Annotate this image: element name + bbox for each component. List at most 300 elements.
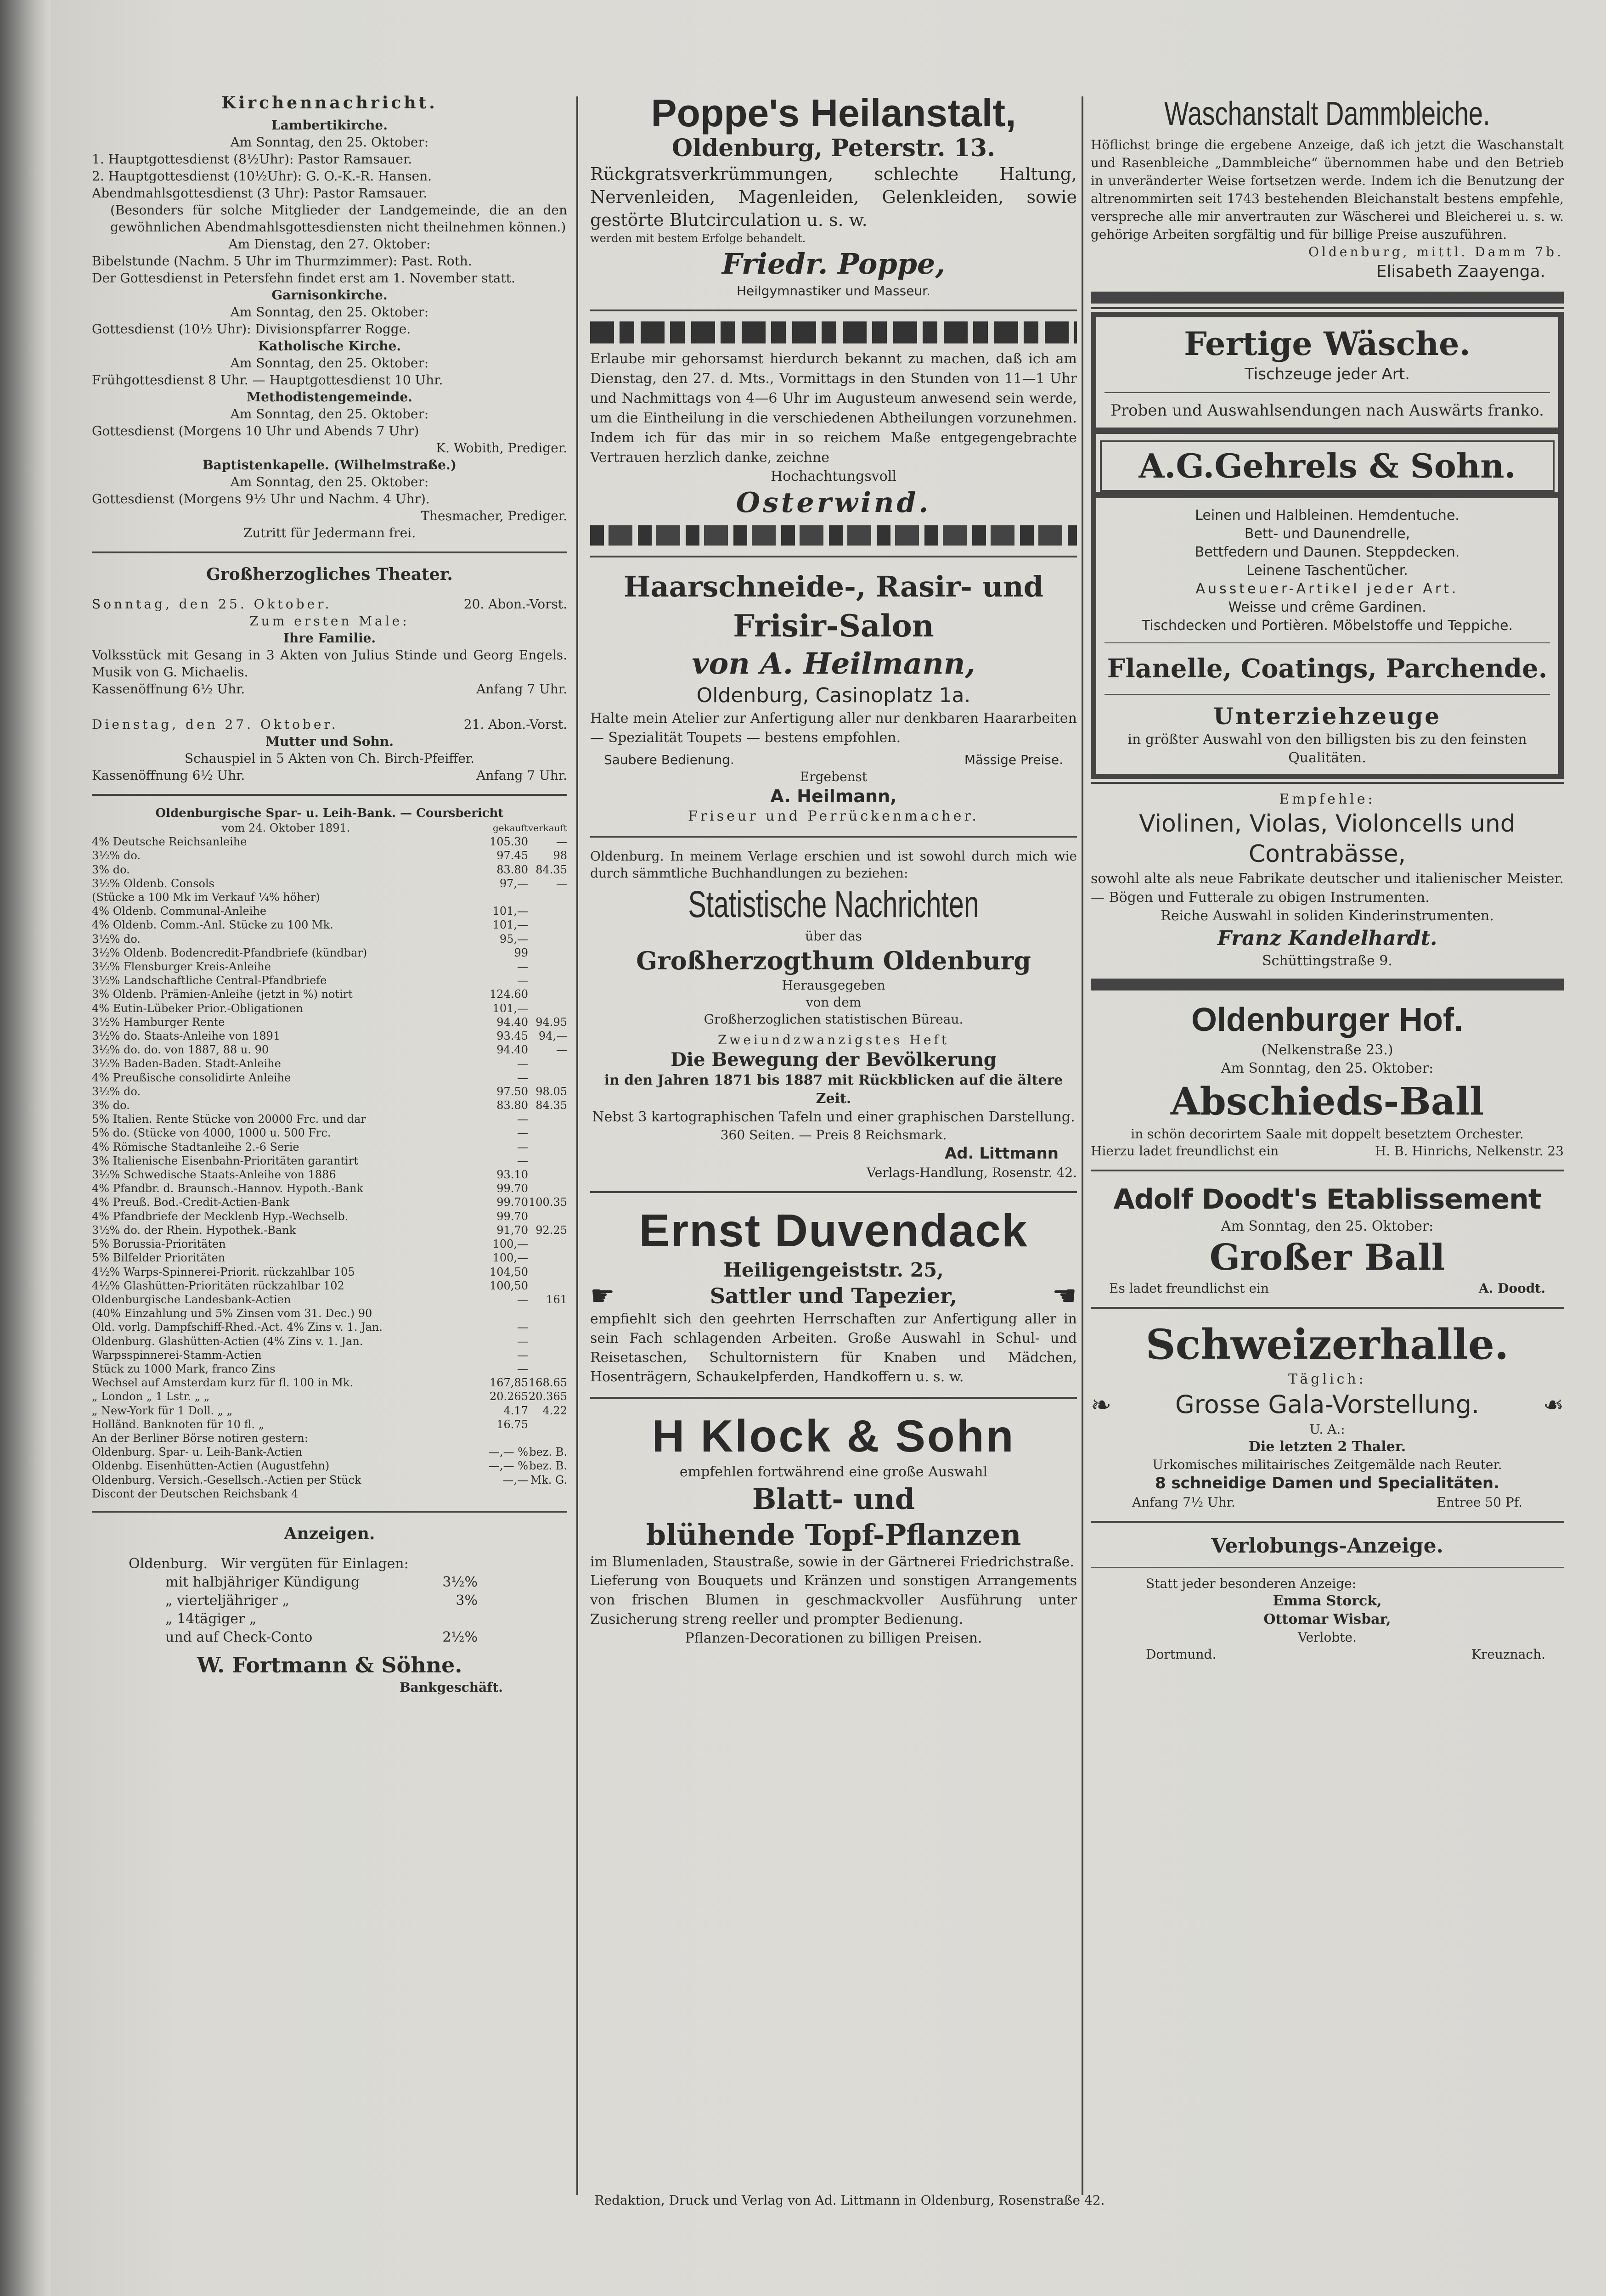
baptist-date: Am Sonntag, den 25. Oktober:	[230, 474, 429, 490]
rate-name: 3½% Flensburger Kreis-Anleihe	[92, 960, 271, 974]
garnison-heading: Garnisonkirche.	[271, 287, 388, 303]
stat-over: über das	[805, 929, 862, 944]
rate-name: An der Berliner Börse notiren gestern:	[92, 1431, 308, 1445]
rate-bought: —	[517, 1334, 528, 1348]
rate-bought: —	[517, 960, 528, 974]
rate-sold: 20.365	[529, 1390, 567, 1403]
catholic-heading: Katholische Kirche.	[258, 338, 401, 354]
rate-row	[92, 960, 567, 974]
rate-bought: —	[517, 1348, 528, 1362]
rate-row	[92, 1195, 567, 1209]
poppe-treatments: Rückgratsverkrümmungen, schlechte Haltung, Nervenleiden, Magenleiden, Gelenkleiden, sowie gestörte Blutcirculation u. s. w.	[590, 164, 1077, 230]
rate-sold	[528, 1112, 567, 1126]
rate-sold: 4.22	[542, 1404, 567, 1417]
rate-row	[92, 1306, 567, 1320]
lamberti-communion: Abendmahlsgottesdienst (3 Uhr): Pastor Ramsauer.	[92, 186, 428, 201]
engagement-title: Verlobungs-Anzeige.	[1211, 1534, 1443, 1558]
rate-name: 4% Römische Stadtanleihe 2.-6 Serie	[92, 1140, 299, 1154]
rate-sold: bez. B.	[529, 1446, 567, 1459]
rate-row	[92, 1445, 567, 1459]
gehrels-item-3: Bettfedern und Daunen. Steppdecken.	[1195, 544, 1460, 560]
theater-date-2: Dienstag, den 27. Oktober.	[92, 717, 338, 732]
rate-bought: 97.45	[496, 849, 528, 862]
schweiz-ladies: 8 schneidige Damen und Specialitäten.	[1155, 1474, 1500, 1492]
doodt-ad	[1091, 1182, 1564, 1297]
klock-title: H Klock & Sohn	[652, 1411, 1015, 1461]
rate-name: 4% Preußische consolidirte Anleihe	[92, 1071, 291, 1084]
rate-sold	[528, 1057, 567, 1070]
rate-sold	[528, 1154, 567, 1168]
rate-bought: —	[517, 1154, 528, 1167]
church-notices	[92, 92, 567, 541]
rate-name: 4½% Warps-Spinnerei-Priorit. rückzahlbar 105	[92, 1265, 355, 1278]
rate-bought: 94.40	[496, 1015, 528, 1029]
lamberti-service-1: 1. Hauptgottesdienst (8½Uhr): Pastor Ramsauer.	[92, 152, 412, 167]
stat-intro: Oldenburg. In meinem Verlage erschien und ist sowohl durch mich wie durch sämmtliche Buchhandlungen zu beziehen:	[590, 849, 1077, 881]
gehrels-item-4: Leinene Taschentücher.	[1246, 563, 1408, 579]
rate-row	[92, 1168, 567, 1182]
rate-name: 4½% Glashütten-Prioritäten rückzahlbar 102	[92, 1279, 344, 1292]
salon-text: Halte mein Atelier zur Anfertigung aller nur denkbaren Haararbeiten — Spezialität Toupets — bestens empfohlen.	[590, 710, 1077, 746]
rate-name: 3½% do. der Rhein. Hypothek.-Bank	[92, 1223, 296, 1237]
rate-row	[92, 1002, 567, 1015]
savings-firm: W. Fortmann & Söhne.	[197, 1652, 462, 1677]
baptist-heading: Baptistenkapelle. (Wilhelmstraße.)	[203, 457, 456, 473]
poppe-ad	[590, 92, 1077, 299]
gehrels-firm: A.G.Gehrels & Sohn.	[1100, 440, 1555, 492]
ornament-right-icon: ❧	[1543, 1390, 1564, 1419]
theater-play-1: Ihre Familie.	[283, 630, 376, 646]
rate-bought: —,—	[502, 1473, 528, 1486]
rate-row	[92, 987, 567, 1001]
gehrels-table-linen: Tischzeuge jeder Art.	[1245, 365, 1410, 383]
rate-sold	[528, 890, 567, 904]
rate-name: 3% do.	[92, 863, 130, 876]
rate-bought: 95,—	[499, 932, 528, 945]
rate-row	[92, 1376, 567, 1390]
rate-bought: 99.70	[496, 1182, 528, 1195]
savings-rate-4-label: und auf Check-Conto	[165, 1629, 313, 1645]
rate-name: 3½% do.	[92, 1085, 141, 1098]
divider	[1104, 642, 1550, 643]
klock-shop: im Blumenladen, Staustraße, sowie in der Gärtnerei Friedrichstraße.	[590, 1554, 1074, 1570]
rate-row	[92, 932, 567, 946]
rate-name: 4% Oldenb. Comm.-Anl. Stücke zu 100 Mk.	[92, 918, 333, 932]
stat-duchy: Großherzogthum Oldenburg	[636, 946, 1031, 975]
kandelhardt-ad	[1091, 790, 1564, 970]
kandel-children: Reiche Auswahl in soliden Kinderinstrumenten.	[1161, 908, 1494, 924]
rate-row	[92, 890, 567, 904]
rate-bought: 101,—	[492, 918, 528, 932]
schweiz-ua: U. A.:	[1309, 1422, 1345, 1437]
rate-row	[92, 1154, 567, 1168]
osterwind-text: Erlaube mir gehorsamst hierdurch bekannt zu machen, daß ich am Dienstag, den 27. d. Mts., Vormittags in den Stunden von 11—1 Uhr und Nachmittags von 4—6 Uhr im Augusteum anwesend sein werde, um die Eintheilung in die verschiedenen Abtheilungen vorzunehmen. Indem ich für das mir in so reichem Maße entgegengebrachte Vertrauen herzlich danke, zeichne	[590, 351, 1077, 466]
column-2	[590, 92, 1077, 2213]
rate-name: 3½% Baden-Baden. Stadt-Anleihe	[92, 1057, 281, 1070]
rate-bought: 167,85	[490, 1376, 528, 1390]
rate-bought: —	[517, 1293, 528, 1306]
rate-bought: —,— %	[488, 1446, 528, 1459]
divider	[1091, 979, 1564, 990]
rate-sold	[528, 1334, 567, 1348]
gehrels-quality: in größter Auswahl von den billigsten bis zu den feinsten Qualitäten.	[1127, 732, 1527, 766]
rate-sold	[528, 1182, 567, 1195]
rate-bought: 99.70	[496, 1196, 528, 1209]
hof-date: Am Sonntag, den 25. Oktober:	[1221, 1060, 1434, 1076]
rate-bought: 83.80	[496, 1099, 528, 1112]
rate-bought: 93.45	[496, 1030, 528, 1043]
rate-sold: bez. B.	[529, 1459, 567, 1473]
gehrels-flannel: Flanelle, Coatings, Parchende.	[1107, 653, 1548, 684]
baptist-service: Gottesdienst (Morgens 9½ Uhr und Nachm. 4 Uhr).	[92, 491, 430, 506]
rate-row	[92, 1140, 567, 1154]
theater-desc-1: Volksstück mit Gesang in 3 Akten von Julius Stinde und Georg Engels. Musik von G. Michaelis.	[92, 647, 567, 680]
rate-row	[92, 1265, 567, 1279]
rate-name: 3½% do. do. von 1887, 88 u. 90	[92, 1043, 269, 1057]
church-title: Kirchennachricht.	[221, 93, 438, 113]
rate-bought: —,— %	[488, 1459, 528, 1473]
rate-name: 4% Pfandbriefe der Mecklenb Hyp.-Wechselb.	[92, 1210, 349, 1223]
stat-publisher: Ad. Littmann	[944, 1144, 1059, 1163]
rate-sold: —	[556, 1043, 567, 1057]
rate-sold	[528, 904, 567, 918]
rate-bought: 100,50	[490, 1279, 528, 1292]
gehrels-headline: Fertige Wäsche.	[1184, 325, 1471, 363]
rate-sold: 92.25	[535, 1223, 567, 1237]
doodt-title: Adolf Doodt's Etablissement	[1113, 1183, 1541, 1216]
waschanstalt-ad	[1091, 92, 1564, 283]
rate-bought: —	[517, 1362, 528, 1375]
divider	[590, 1191, 1077, 1193]
rate-sold	[528, 1071, 567, 1085]
rate-row	[92, 918, 567, 932]
rate-name: 4% Eutin-Lübeker Prior.-Obligationen	[92, 1002, 303, 1015]
salon-role: Friseur und Perrückenmacher.	[688, 808, 979, 824]
stat-maps: Nebst 3 kartographischen Tafeln und einer graphischen Darstellung.	[592, 1109, 1075, 1125]
gehrels-underwear: Unterziehzeuge	[1213, 703, 1442, 730]
rate-row	[92, 1251, 567, 1265]
theater-start-1: Anfang 7 Uhr.	[476, 681, 567, 697]
pointing-hand-right-icon: ☛	[1052, 1280, 1077, 1312]
gehrels-item-7: Tischdecken und Portièren. Möbelstoffe und Teppiche.	[1142, 618, 1513, 634]
klock-decorations: Pflanzen-Decorationen zu billigen Preisen.	[685, 1630, 982, 1646]
salon-title-2: Frisir-Salon	[733, 608, 934, 644]
engagement-engaged: Verlobte.	[1297, 1630, 1357, 1645]
duvendack-trade: Sattler und Tapezier,	[710, 1283, 958, 1308]
rate-row	[92, 1431, 567, 1445]
rate-row	[92, 1112, 567, 1126]
kandel-name: Franz Kandelhardt.	[1217, 927, 1437, 950]
catholic-date: Am Sonntag, den 25. Oktober:	[230, 355, 429, 371]
poppe-title: Poppe's Heilanstalt,	[651, 92, 1016, 135]
rate-row	[92, 1487, 567, 1501]
bible-hour: Bibelstunde (Nachm. 5 Uhr im Thurmzimmer): Past. Roth.	[92, 253, 472, 269]
wasch-place: Oldenburg, mittl. Damm 7b.	[1308, 244, 1564, 259]
rate-row	[92, 974, 567, 987]
divider	[1104, 392, 1550, 393]
rate-bought: 83.80	[496, 863, 528, 876]
lamberti-service-2: 2. Hauptgottesdienst (10½Uhr): G. O.-K.-R. Hansen.	[92, 169, 432, 184]
engagement-intro: Statt jeder besonderen Anzeige:	[1146, 1576, 1357, 1591]
klock-text: Lieferung von Bouquets und Kränzen und sonstigen Arrangements von frischen Blumen in geschmackvoller Ausführung unter Zusicherung streng reeller und prompter Bedienung.	[590, 1573, 1077, 1627]
rate-sold: 168.65	[529, 1376, 567, 1390]
schweiz-entry: Entree 50 Pf.	[1437, 1495, 1522, 1510]
doodt-date: Am Sonntag, den 25. Oktober:	[1221, 1218, 1434, 1234]
methodist-date: Am Sonntag, den 25. Oktober:	[230, 406, 429, 422]
rate-row	[92, 1459, 567, 1473]
rate-sold	[528, 1126, 567, 1140]
column-rule-right	[1082, 96, 1083, 2195]
divider	[1104, 694, 1550, 695]
rate-name: „ New-York für 1 Doll. „ „	[92, 1404, 233, 1417]
baptist-preacher: Thesmacher, Prediger.	[421, 508, 567, 523]
rate-row	[92, 1029, 567, 1043]
rate-row	[92, 904, 567, 918]
column-1	[92, 92, 567, 2190]
rate-bought: 20.265	[490, 1390, 528, 1403]
schweiz-desc: Urkomisches militairisches Zeitgemälde nach Reuter.	[1152, 1457, 1502, 1472]
rate-bought: 4.17	[503, 1404, 528, 1417]
divider	[1091, 1170, 1564, 1171]
methodist-heading: Methodistengemeinde.	[247, 389, 412, 405]
rate-row	[92, 877, 567, 890]
rate-sold	[528, 1362, 567, 1376]
theater-open-2: Kassenöffnung 6½ Uhr.	[92, 768, 245, 783]
duvendack-title: Ernst Duvendack	[639, 1205, 1028, 1256]
rate-sold: 94.95	[535, 1015, 567, 1029]
klock-product-2: blühende Topf-Pflanzen	[646, 1518, 1021, 1552]
rate-bought: —	[517, 1113, 528, 1126]
rate-sold: 84.35	[535, 1099, 567, 1112]
ornament-border-top	[590, 321, 1077, 343]
gehrels-item-2: Bett- und Daunendrelle,	[1244, 526, 1410, 542]
rate-name: Oldenburg. Glashütten-Actien (4% Zins v. 1. Jan.	[92, 1334, 363, 1348]
rate-sold	[528, 918, 567, 932]
theater-play-2: Mutter und Sohn.	[265, 734, 394, 749]
rate-bought: 124.60	[490, 988, 528, 1001]
rate-bought: —	[517, 1140, 528, 1154]
rate-name: Old. vorlg. Dampfschiff-Rhed.-Act. 4% Zins v. 1. Jan.	[92, 1321, 383, 1334]
rate-sold: —	[556, 877, 567, 890]
rate-name: 5% Borussia-Prioritäten	[92, 1238, 226, 1251]
pointing-hand-left-icon: ☛	[590, 1280, 615, 1312]
gehrels-item-1: Leinen und Halbleinen. Hemdentuche.	[1195, 507, 1459, 523]
rate-bought: 91,70	[496, 1223, 528, 1237]
rate-sold	[528, 960, 567, 974]
oldenburger-hof-ad	[1091, 999, 1564, 1159]
salon-owner: von A. Heilmann,	[692, 647, 975, 681]
rate-row	[92, 849, 567, 862]
schweiz-daily: Täglich:	[1288, 1371, 1366, 1387]
rate-row	[92, 863, 567, 877]
hof-host: H. B. Hinrichs, Nelkenstr. 23	[1375, 1143, 1564, 1159]
divider	[92, 1511, 567, 1513]
wasch-text: Höflichst bringe die ergebene Anzeige, daß ich jetzt die Waschanstalt und Rasenbleiche „Dammbleiche“ übernommen habe und den Betrieb in unveränderter Weise fortsetzen werde. Indem ich die Benutzung der altrenommirten seit 1743 bestehenden Bleichanstalt bestens empfehle, verspreche alle mir anvertrauten zur Wäscherei und Bleicherei u. s. w. gehörige Arbeiten sorgfältig und für billige Preise auszuführen.	[1091, 137, 1564, 242]
gehrels-ad	[1091, 312, 1564, 779]
rate-name: 3½% Hamburger Rente	[92, 1015, 225, 1029]
rate-row	[92, 1210, 567, 1223]
bank-title: Oldenburgische Spar- u. Leih-Bank. — Coursbericht	[155, 806, 504, 820]
rate-bought: 99.70	[496, 1210, 528, 1223]
stat-subtitle-2: in den Jahren 1871 bis 1887 mit Rückblicken auf die ältere Zeit.	[604, 1072, 1063, 1107]
rate-sold: 84.35	[535, 863, 567, 876]
salon-prices: Mässige Preise.	[964, 752, 1063, 767]
rate-sold	[528, 946, 567, 960]
lamberti-note: (Besonders für solche Mitglieder der Landgemeinde, die an den gewöhnlichen Abendmahlsgottesdiensten nicht theilnehmen können.)	[110, 203, 567, 235]
rate-sold: 98.05	[535, 1085, 567, 1098]
rate-name: „ London „ 1 Lstr. „ „	[92, 1390, 210, 1403]
klock-ad	[590, 1409, 1077, 1648]
bank-col-sold: verkauft	[528, 822, 567, 833]
rate-row	[92, 946, 567, 960]
theater-abon-1: 20. Abon.-Vorst.	[463, 597, 567, 612]
rate-name: Holländ. Banknoten für 10 fl. „	[92, 1418, 265, 1431]
rate-name: 3½% Oldenb. Consols	[92, 877, 214, 890]
lamberti-date: Am Sonntag, den 25. Oktober:	[230, 135, 429, 150]
divider	[590, 556, 1077, 557]
rate-row	[92, 1334, 567, 1348]
hof-address: (Nelkenstraße 23.)	[1261, 1042, 1393, 1058]
rate-bought: 97.50	[496, 1085, 528, 1098]
bank-rate-table	[92, 835, 567, 1501]
rate-sold	[528, 1265, 567, 1279]
gehrels-item-6: Weisse und crême Gardinen.	[1228, 599, 1426, 615]
column-3	[1091, 92, 1564, 2195]
rate-bought: 101,—	[492, 905, 528, 918]
savings-intro: Wir vergüten für Einlagen:	[220, 1555, 409, 1572]
rate-name: 4% Pfandbr. d. Braunsch.-Hannov. Hypoth.-Bank	[92, 1182, 363, 1195]
rate-bought	[480, 1306, 528, 1320]
rate-sold	[528, 932, 567, 946]
poppe-success: werden mit bestem Erfolge behandelt.	[590, 232, 806, 245]
poppe-role: Heilgymnastiker und Masseur.	[736, 283, 931, 298]
rate-sold	[528, 1306, 567, 1320]
ornament-left-icon: ❧	[1091, 1390, 1112, 1419]
column-rule-left	[576, 96, 578, 2195]
rate-row	[92, 1085, 567, 1098]
savings-rate-3-label: „ 14tägiger „	[165, 1610, 257, 1627]
osterwind-name: Osterwind.	[736, 487, 931, 519]
stat-editor: Herausgegeben von dem	[782, 978, 885, 1010]
bank-date: vom 24. Oktober 1891.	[221, 822, 350, 834]
savings-rate-2-value: 3%	[456, 1592, 478, 1609]
rate-bought: 93.10	[496, 1168, 528, 1182]
engagement-place-2: Kreuznach.	[1471, 1647, 1545, 1662]
rate-sold: Mk. G.	[530, 1473, 567, 1486]
rate-row	[92, 1279, 567, 1293]
rate-sold	[528, 1168, 567, 1182]
rate-row	[92, 835, 567, 849]
rate-name: Oldenburg. Spar- u. Leih-Bank-Actien	[92, 1446, 303, 1459]
rate-name: 5% Bilfelder Prioritäten	[92, 1251, 225, 1265]
hof-ball: Abschieds-Ball	[1170, 1080, 1484, 1124]
stat-title: Statistische Nachrichten	[688, 884, 979, 925]
rate-name: 3% do.	[92, 1099, 130, 1112]
rate-name: 3% Italienische Eisenbahn-Prioritäten garantirt	[92, 1154, 358, 1167]
catholic-service: Frühgottesdienst 8 Uhr. — Hauptgottesdienst 10 Uhr.	[92, 372, 443, 388]
duvendack-address: Heiligengeiststr. 25,	[723, 1259, 944, 1281]
methodist-preacher: K. Wobith, Prediger.	[436, 440, 567, 456]
kandel-instruments: Violinen, Violas, Violoncells und Contrabässe,	[1139, 810, 1516, 868]
rate-bought: —	[517, 1057, 528, 1070]
stat-issue: Zweiundzwanzigstes Heft	[717, 1032, 950, 1047]
engagement-ad	[1091, 1533, 1564, 1663]
schweiz-start: Anfang 7½ Uhr.	[1132, 1495, 1235, 1510]
rate-sold	[528, 1320, 567, 1334]
stat-subtitle-1: Die Bewegung der Bevölkerung	[671, 1049, 997, 1070]
rate-name: 3½% do.	[92, 932, 141, 945]
hof-title: Oldenburger Hof.	[1191, 1002, 1463, 1038]
rate-name: 3% Oldenb. Prämien-Anleihe (jetzt in %) notirt	[92, 988, 353, 1001]
rate-sold	[528, 1348, 567, 1362]
rate-row	[92, 1043, 567, 1057]
rate-row	[92, 1390, 567, 1403]
rate-row	[92, 1126, 567, 1140]
rate-row	[92, 1223, 567, 1237]
theater-abon-2: 21. Abon.-Vorst.	[463, 717, 567, 732]
rate-row	[92, 1320, 567, 1334]
divider	[590, 1397, 1077, 1399]
hof-invite: Hierzu ladet freundlichst ein	[1091, 1143, 1279, 1159]
rate-name: 4% Deutsche Reichsanleihe	[92, 835, 247, 849]
klock-product-1: Blatt- und	[752, 1482, 915, 1516]
duvendack-ad	[590, 1203, 1077, 1387]
poppe-name: Friedr. Poppe,	[721, 247, 946, 281]
osterwind-ad	[590, 321, 1077, 546]
rate-name: 4% Oldenb. Communal-Anleihe	[92, 905, 267, 918]
schweiz-show: Grosse Gala-Vorstellung.	[1175, 1390, 1480, 1419]
divider	[1091, 1521, 1564, 1523]
rate-name: (Stücke a 100 Mk im Verkauf ¼% höher)	[92, 891, 320, 904]
rate-name: 3½% do.	[92, 849, 141, 862]
rate-name: 3½% Landschaftliche Central-Pfandbriefe	[92, 974, 327, 987]
rate-sold	[528, 1237, 567, 1251]
kandel-address: Schüttingstraße 9.	[1262, 953, 1392, 969]
garnison-date: Am Sonntag, den 25. Oktober:	[230, 304, 429, 320]
rate-bought: —	[517, 1071, 528, 1084]
book-spine-shadow	[0, 0, 51, 2296]
rate-row	[92, 1404, 567, 1418]
theater-premiere: Zum ersten Male:	[249, 613, 410, 629]
rate-bought: 101,—	[492, 1002, 528, 1015]
rate-name: Oldenbg. Eisenhütten-Actien (Augustfehn)	[92, 1459, 330, 1473]
rate-row	[92, 1362, 567, 1376]
wasch-title: Waschanstalt Dammbleiche.	[1164, 96, 1490, 132]
salon-ad	[590, 568, 1077, 826]
rate-sold	[528, 1431, 567, 1445]
savings-firm-type: Bankgeschäft.	[400, 1679, 503, 1695]
rate-row	[92, 1293, 567, 1306]
rate-name: 4% Preuß. Bod.-Credit-Actien-Bank	[92, 1196, 290, 1209]
rate-sold	[528, 1487, 567, 1501]
savings-rate-1-value: 3½%	[442, 1574, 478, 1590]
petersfehn-note: Der Gottesdienst in Petersfehn findet erst am 1. November statt.	[92, 270, 515, 286]
rate-name: 3½% Schwedische Staats-Anleihe von 1886	[92, 1168, 336, 1182]
rate-sold	[528, 987, 567, 1001]
stat-bureau: Großherzoglichen statistischen Büreau.	[704, 1012, 964, 1027]
lamberti-heading: Lambertikirche.	[271, 118, 388, 133]
ornament-border-bottom	[590, 525, 1077, 546]
rate-name: 3½% do. Staats-Anleihe von 1891	[92, 1030, 281, 1043]
osterwind-closing: Hochachtungsvoll	[771, 468, 896, 484]
rate-bought: 99	[514, 946, 528, 959]
rate-sold	[528, 1418, 567, 1431]
engagement-groom: Ottomar Wisbar,	[1263, 1611, 1391, 1627]
theater-date-1: Sonntag, den 25. Oktober.	[92, 597, 332, 612]
engagement-place-1: Dortmund.	[1146, 1647, 1217, 1662]
rate-name: 5% do. (Stücke von 4000, 1000 u. 500 Frc.	[92, 1126, 331, 1140]
rate-sold	[528, 1251, 567, 1265]
